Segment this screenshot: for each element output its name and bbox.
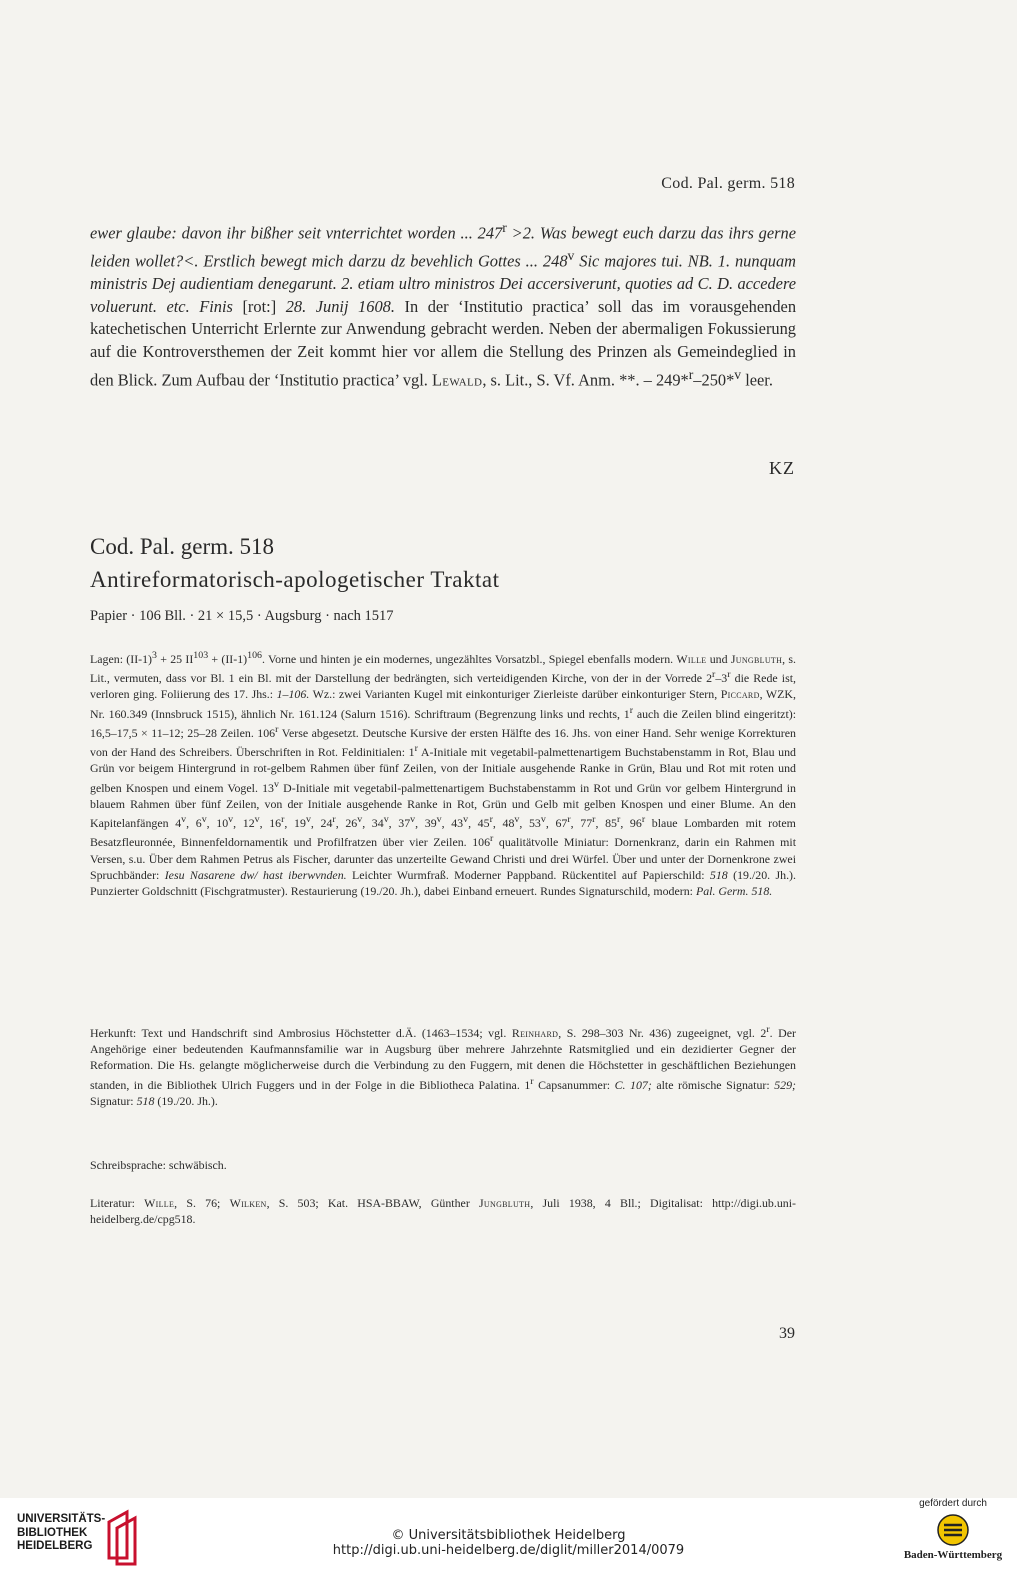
logo-line-3: HEIDELBERG bbox=[17, 1540, 93, 1552]
entry-meta: Papier · 106 Bll. · 21 × 15,5 · Augsburg · nach 1517 bbox=[90, 608, 394, 624]
copyright-notice: © Universitätsbibliothek Heidelberg bbox=[391, 1528, 626, 1543]
entry-signature: Cod. Pal. germ. 518 bbox=[90, 534, 274, 559]
herkunft-paragraph: Herkunft: Text und Handschrift sind Ambrosius Höchstetter d.Ä. (1463–1534; vgl. Reinhard, S. 298–303 Nr. 436) zugeeignet, vgl. 2$^r$. Der Angehörige einer bedeutenden Kaufmannsfamilie war in Augsburg über mehrere Jahrzehnte Ratsmitglied und ein dezidierter Gegner der Reformation. Die Hs. gelangte möglicherweise durch die Verbindung zu den Fuggern, mit denen die Höchstetter in geschäftlichen Beziehungen standen, in die Bibliothek Ulrich Fuggers und in der Folge in die Bibliotheca Palatina. 1$^r$ Capsanummer: C. 107; alte römische Signatur: 529; Signatur: 518 (19./20. Jh.). bbox=[90, 1024, 796, 1108]
logo-line-2: BIBLIOTHEK bbox=[17, 1526, 88, 1539]
funding-badge[interactable] bbox=[903, 1498, 1003, 1561]
state-crest-icon bbox=[935, 1512, 971, 1548]
running-head: Cod. Pal. germ. 518 bbox=[661, 175, 795, 192]
funding-label: gefördert durch bbox=[919, 1498, 987, 1509]
continuation-paragraph: ewer glaube: davon ihr bißher seit vnterrichtet worden ... $247^r >2$. Was bewegt euch darzu das ihrs gerne leiden wollet?<. Erstlich bewegt mich darzu dz bevehlich Gottes ... 248$^v$ Sic majores tui. NB. 1. nunquam ministris Dej audientiam denegarunt. 2. etiam ultro ministros Dei accersiverunt, quoties ad C. D. accedere voluerunt. etc. Finis [rot:] 28. Junij 1608. In der ‘Institutio practica’ soll das im vorausgehenden katechetischen Unterricht Erlernte zur Anwendung gebracht werden. Neben der abermaligen Fokussierung auf die Kontroversthemen der Zeit kommt hier vor allem die Stellung des Prinzen als Gemeindeglied in den Blick. Zum Aufbau der ‘Institutio practica’ vgl. Lewald, s. Lit., S. Vf. Anm. **. – 249*$^r$–250*$^v$ leer. bbox=[90, 220, 797, 389]
lagen-paragraph: Lagen: $(II-1)^3 + 25$ $II^{103} + (II-1)^{106}$. Vorne und hinten je ein modernes, ungezähltes Vorsatzbl., Spiegel ebenfalls modern. Wille und Jungbluth, s. Lit., vermuten, dass vor Bl. 1 ein Bl. mit der Darstellung der bedrängten, sich verteidigenden Kirche, von der in der Vorrede 2$^r$–3$^r$ die Rede ist, verloren ging. Foliierung des 17. Jhs.: 1–106. Wz.: zwei Varianten Kugel mit einkonturiger Zierleiste darüber einkonturiger Stern, Piccard, WZK, Nr. 160.349 (Innsbruck 1515), ähnlich Nr. 161.124 (Salurn 1516). Schriftraum (Begrenzung links und rechts, 1$^r$ auch die Zeilen blind eingeritzt): 16,5–17,5 × 11–12; 25–28 Zeilen. 106$^r$ Verse abgesetzt. Deutsche Kursive der ersten Hälfte des 16. Jhs. von einer Hand. Sehr wenige Korrekturen von der Hand des Schreibers. Überschriften in Rot. Feldinitialen: 1$^r$ A-Initiale mit vegetabil-palmettenartigem Buchstabenstamm in Rot, Blau und Grün vor beigem Hintergrund in rot-gelbem Rahmen über fünf Zeilen, von der Initiale ausgehende Ranke in Grün, Blau und Rot mit roten und gelben Knospen und einem Vogel. 13$^v$ D-Initiale mit vegetabil-palmettenartigem Buchstabenstamm in Rot und Grün vor gelbem Hintergrund in blauem Rahmen über fünf Zeilen, von der Initiale ausgehende Ranke in Rot, Grün und Gelb mit gelben Knospen und einer Blume. An den Kapitelanfängen 4$^v$, 6$^v$, 10$^v$, 12$^v$, 16$^r$, 19$^v$, 24$^r$, 26$^v$, 34$^v$, 37$^v$, 39$^v$, 43$^v$, 45$^r$, 48$^v$, 53$^v$, 67$^r$, 77$^r$, 85$^r$, 96$^r$ blaue Lombarden mit rotem Besatzfleuronnée, Binnenfeldornamentik und Profilfratzen über vier Zeilen. 106$^r$ qualitätvolle Miniatur: Dornenkranz, darin ein Rahmen mit Versen, s.u. Über dem Rahmen Petrus als Fischer, darunter das unzerteilte Gewand Christi und drei Würfel. Über und unter der Dornenkrone zwei Spruchbänder: Iesu Nasarene dw/ hast iberwvnden. Leichter Wurmfraß. Moderner Pappband. Rückentitel auf Papierschild: 518 (19./20. Jh.). Punzierter Goldschnitt (Fischgratmuster). Restaurierung (19./20. Jh.), dabei Einband erneuert. Rundes Signaturschild, modern: Pal. Germ. 518. bbox=[90, 650, 797, 898]
source-url[interactable]: http://digi.ub.uni-heidelberg.de/diglit/miller2014/0079 bbox=[332, 1543, 685, 1558]
page-number: 39 bbox=[779, 1325, 795, 1342]
literatur-paragraph: Literatur: Wille, S. 76; Wilken, S. 503; Kat. HSA-BBAW, Günther Jungbluth, Juli 1938, 4 Bll.; Digitalisat: http://digi.ub.uni-heidelberg.de/cpg518. bbox=[90, 1196, 796, 1227]
author-initials: KZ bbox=[769, 458, 795, 478]
logo-line-1: UNIVERSITÄTS- bbox=[17, 1513, 106, 1525]
entry-title: Antireformatorisch-apologetischer Traktat bbox=[90, 567, 500, 592]
viewer-footer bbox=[0, 1498, 1017, 1578]
schreibsprache-paragraph: Schreibsprache: schwäbisch. bbox=[90, 1158, 227, 1172]
funding-state: Baden-Württemberg bbox=[903, 1549, 1003, 1561]
